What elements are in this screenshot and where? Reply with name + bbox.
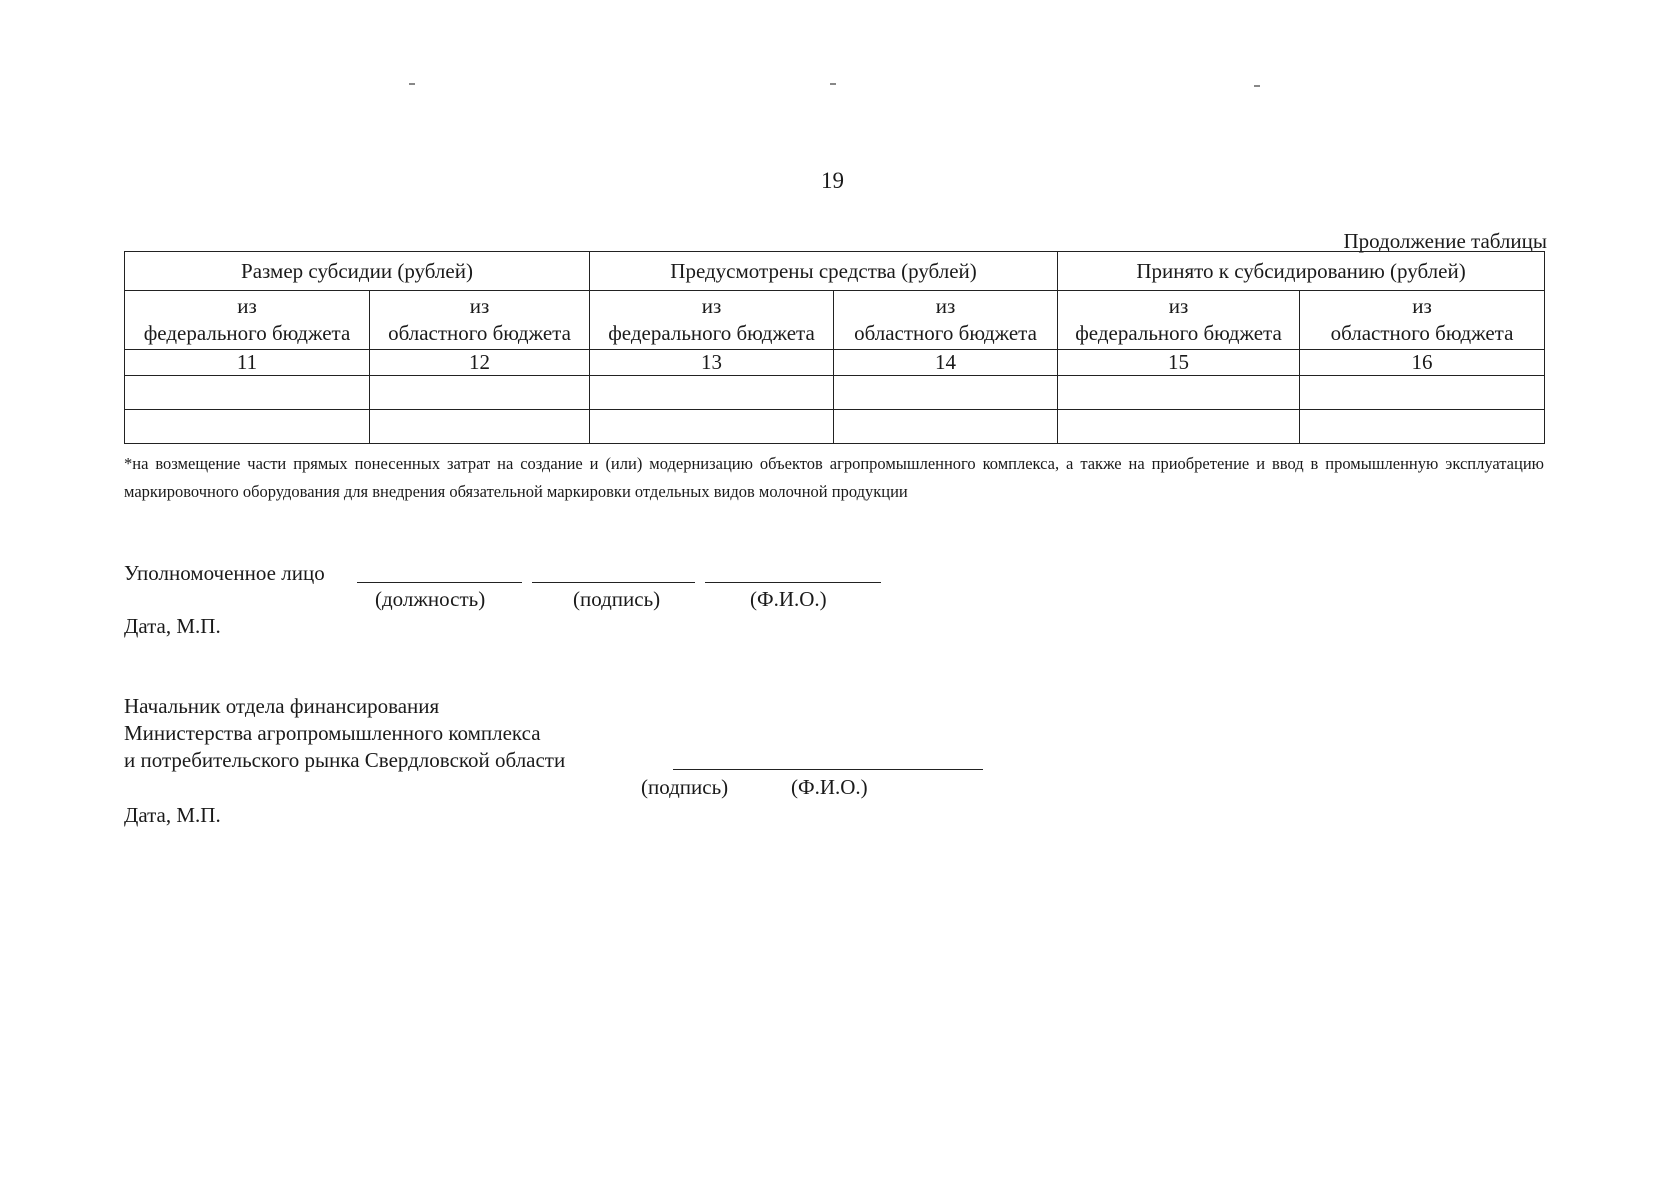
full-name-caption: (Ф.И.О.) — [791, 775, 868, 799]
signature-caption: (подпись) — [641, 775, 729, 799]
continuation-label: Продолжение таблицы — [1343, 229, 1547, 253]
date-seal-label: Дата, М.П. — [124, 614, 221, 638]
subheader-cell: из федерального бюджета — [1058, 291, 1300, 350]
subheader-cell: из областного бюджета — [834, 291, 1058, 350]
column-number: 11 — [125, 350, 370, 376]
column-number: 14 — [834, 350, 1058, 376]
position-caption: (должность) — [375, 587, 486, 611]
empty-cell — [1300, 410, 1545, 444]
department-head-line: Начальник отдела финансирования — [124, 694, 440, 718]
subheader-cell: из областного бюджета — [1300, 291, 1545, 350]
table-subheader-row — [125, 291, 1545, 350]
group-header-subsidy: Размер субсидии (рублей) — [125, 252, 590, 291]
column-number: 13 — [590, 350, 834, 376]
scan-speck — [1254, 85, 1260, 87]
empty-cell — [834, 376, 1058, 410]
department-head-line: и потребительского рынка Свердловской области — [124, 748, 566, 772]
column-number: 12 — [370, 350, 590, 376]
table-group-header-row — [125, 252, 1545, 291]
column-number: 15 — [1058, 350, 1300, 376]
signature-line — [532, 582, 695, 583]
subheader-cell: из федерального бюджета — [590, 291, 834, 350]
signature-caption: (подпись) — [573, 587, 661, 611]
full-name-caption: (Ф.И.О.) — [750, 587, 827, 611]
column-number-row — [125, 350, 1545, 376]
group-header-accepted: Принято к субсидированию (рублей) — [1058, 252, 1545, 291]
table-footnote: *на возмещение части прямых понесенных затрат на создание и (или) модернизацию объектов агропромышленного комплекса, а также на приобретение и ввод в промышленную эксплуатацию маркировочного оборудования для внедрения обязательной маркировки отдельных видов молочной продукции — [124, 454, 1544, 501]
empty-cell — [370, 410, 590, 444]
full-name-signature-line — [818, 769, 983, 770]
page-number: 19 — [821, 168, 844, 193]
date-seal-label: Дата, М.П. — [124, 803, 221, 827]
empty-cell — [1058, 410, 1300, 444]
scan-speck — [830, 83, 836, 85]
full-name-signature-line — [705, 582, 881, 583]
position-signature-line — [357, 582, 522, 583]
empty-cell — [1300, 376, 1545, 410]
subsidy-table — [124, 251, 1545, 444]
empty-cell — [125, 376, 370, 410]
authorized-person-label: Уполномоченное лицо — [124, 561, 325, 585]
subheader-cell: из областного бюджета — [370, 291, 590, 350]
empty-cell — [370, 376, 590, 410]
empty-cell — [125, 410, 370, 444]
empty-cell — [834, 410, 1058, 444]
empty-cell — [1058, 376, 1300, 410]
table-row-empty — [125, 410, 1545, 444]
department-head-title — [124, 693, 565, 774]
subheader-cell: из федерального бюджета — [125, 291, 370, 350]
signature-line — [673, 769, 818, 770]
table-row-empty — [125, 376, 1545, 410]
group-header-provided: Предусмотрены средства (рублей) — [590, 252, 1058, 291]
empty-cell — [590, 410, 834, 444]
department-head-line: Министерства агропромышленного комплекса — [124, 721, 541, 745]
scan-speck — [409, 83, 415, 85]
empty-cell — [590, 376, 834, 410]
column-number: 16 — [1300, 350, 1545, 376]
